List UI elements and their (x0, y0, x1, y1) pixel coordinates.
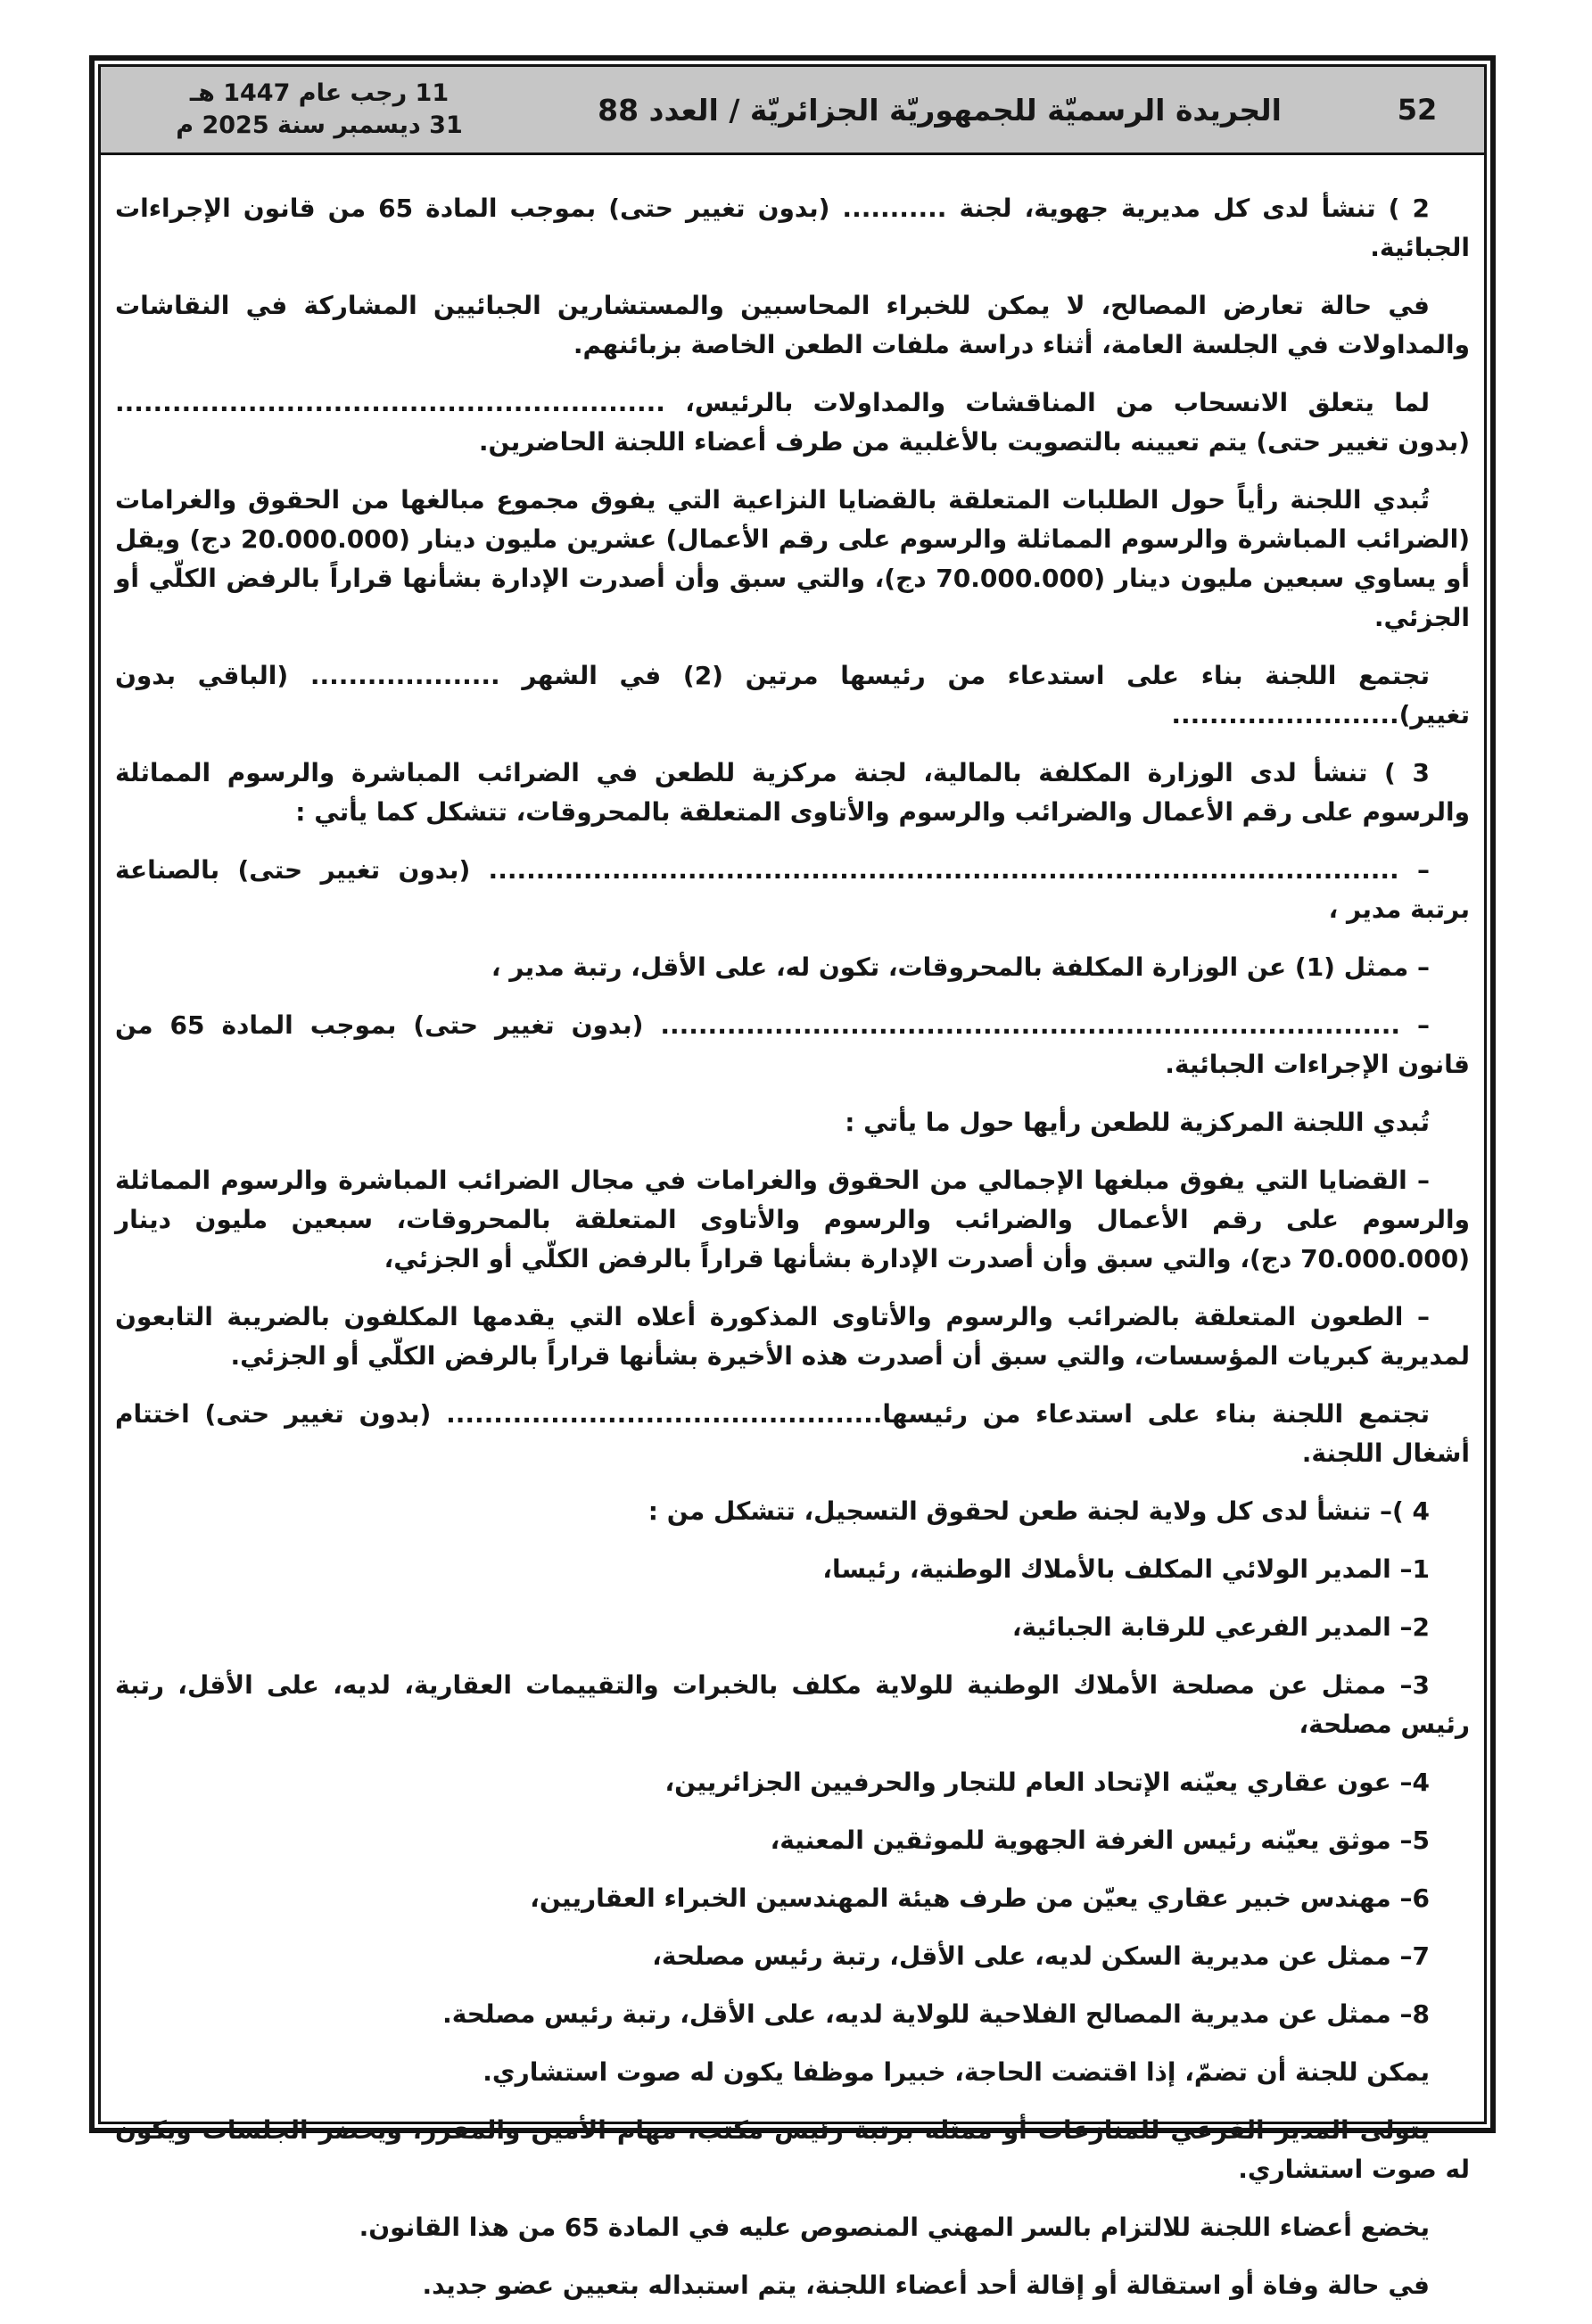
paragraph: – الطعون المتعلقة بالضرائب والرسوم والأتاوى المذكورة أعلاه التي يقدمها المكلفون بالضريبة التابعون لمديرية كبريات المؤسسات، والتي سبق أن أصدرت هذه الأخيرة بشأنها قراراً بالرفض الكلّي أو الجزئي. (115, 1302, 1470, 1371)
paragraph: – .............................................................................. (بدون تغيير حتى) بموجب المادة 65 من قانون الإجراءات الجبائية. (115, 1010, 1470, 1079)
header-dates (101, 78, 529, 143)
journal-title: الجريدة الرسميّة للجمهوريّة الجزائريّة / العدد 88 (598, 92, 1282, 128)
header-bar (101, 67, 1484, 155)
page-number: 52 (1397, 93, 1438, 127)
paragraph: تجتمع اللجنة بناء على استدعاء من رئيسها مرتين (2) في الشهر .................... (الباقي بدون تغيير)........................ (115, 661, 1470, 729)
paragraph: 4– عون عقاري يعيّنه الإتحاد العام للتجار والحرفيين الجزائريين، (664, 1768, 1430, 1797)
paragraph: 5– موثق يعيّنه رئيس الغرفة الجهوية للموثقين المعنية، (770, 1825, 1430, 1855)
paragraph: 1– المدير الولائي المكلف بالأملاك الوطنية، رئيسا، (822, 1554, 1430, 1584)
date-gregorian: 31 ديسمبر سنة 2025 م (176, 111, 463, 139)
paragraph: 3– ممثل عن مصلحة الأملاك الوطنية للولاية مكلف بالخبرات والتقييمات العقارية، لديه، على الأقل، رتبة رئيس مصلحة، (115, 1670, 1470, 1739)
paragraph: – القضايا التي يفوق مبلغها الإجمالي من الحقوق والغرامات في مجال الضرائب المباشرة والرسوم المماثلة والرسوم على رقم الأعمال والضرائب والرسوم والأتاوى المتعلقة بالمحروقات، سبعين مليون دينار (70.000.000 دج)، والتي سبق وأن أصدرت الإدارة بشأنها قراراً بالرفض الكلّي أو الجزئي، (115, 1166, 1470, 1273)
paragraph: يمكن للجنة أن تضمّ، إذا اقتضت الحاجة، خبيرا موظفا يكون له صوت استشاري. (483, 2057, 1430, 2087)
paragraph: 6– مهندس خبير عقاري يعيّن من طرف هيئة المهندسين الخبراء العقاريين، (530, 1883, 1430, 1913)
paragraph: 2– المدير الفرعي للرقابة الجبائية، (1011, 1612, 1430, 1642)
page-frame (89, 55, 1496, 2300)
paragraph: 4 )– تنشأ لدى كل ولاية لجنة طعن لحقوق التسجيل، تتشكل من : (648, 1496, 1430, 1526)
date-hijri: 11 رجب عام 1447 هـ (189, 78, 450, 107)
paragraph: في حالة تعارض المصالح، لا يمكن للخبراء المحاسبين والمستشارين الجبائيين المشاركة في النقاشات والمداولات في الجلسة العامة، أثناء دراسة ملفات الطعن الخاصة بزبائنهم. (115, 291, 1470, 359)
paragraph: تُبدي اللجنة رأياً حول الطلبات المتعلقة بالقضايا النزاعية التي يفوق مجموع مبالغها من الحقوق والغرامات (الضرائب المباشرة والرسوم المماثلة والرسوم على رقم الأعمال) عشرين مليون دينار (20.000.000 دج) ويقل أو يساوي سبعين مليون دينار (70.000.000 دج)، والتي سبق وأن أصدرت الإدارة بشأنها قراراً بالرفض الكلّي أو الجزئي. (115, 485, 1470, 632)
paragraph: تُبدي اللجنة المركزية للطعن رأيها حول ما يأتي : (845, 1108, 1430, 1137)
paragraph: 7– ممثل عن مديرية السكن لديه، على الأقل، رتبة رئيس مصلحة، (652, 1941, 1430, 1971)
paragraph: – ممثل (1) عن الوزارة المكلفة بالمحروقات، تكون له، على الأقل، رتبة مدير ، (491, 952, 1430, 982)
paragraph: في حالة وفاة أو استقالة أو إقالة أحد أعضاء اللجنة، يتم استبداله بتعيين عضو جديد. (422, 2270, 1430, 2300)
paragraph: 2 ) تنشأ لدى كل مديرية جهوية، لجنة ........... (بدون تغيير حتى) بموجب المادة 65 من قانون الإجراءات الجبائية. (115, 194, 1470, 262)
paragraph: يخضع أعضاء اللجنة للالتزام بالسر المهني المنصوص عليه في المادة 65 من هذا القانون. (359, 2213, 1430, 2242)
paragraph: 3 ) تنشأ لدى الوزارة المكلفة بالمالية، لجنة مركزية للطعن في الضرائب المباشرة والرسوم المماثلة والرسوم على رقم الأعمال والضرائب والرسوم والأتاوى المتعلقة بالمحروقات، تتشكل كما يأتي : (115, 758, 1470, 827)
paragraph: لما يتعلق الانسحاب من المناقشات والمداولات بالرئيس، .......................................................... (بدون تغيير حتى) يتم تعيينه بالتصويت بالأغلبية من طرف أعضاء اللجنة الحاضرين. (115, 388, 1470, 457)
paragraph: تجتمع اللجنة بناء على استدعاء من رئيسها.............................................. (بدون تغيير حتى) اختتام أشغال اللجنة. (115, 1399, 1470, 1468)
paragraph: يتولى المدير الفرعي للمنازعات أو ممثله برتبة رئيس مكتب، مهام الأمين والمقرر، ويحضر الجلسات ويكون له صوت استشاري. (115, 2115, 1470, 2184)
page-inner-frame (98, 64, 1487, 2300)
document-body (101, 155, 1484, 2324)
paragraph: – ................................................................................................ (بدون تغيير حتى) بالصناعة برتبة مدير ، (115, 855, 1470, 924)
paragraph: 8– ممثل عن مديرية المصالح الفلاحية للولاية لديه، على الأقل، رتبة رئيس مصلحة. (442, 1999, 1430, 2029)
